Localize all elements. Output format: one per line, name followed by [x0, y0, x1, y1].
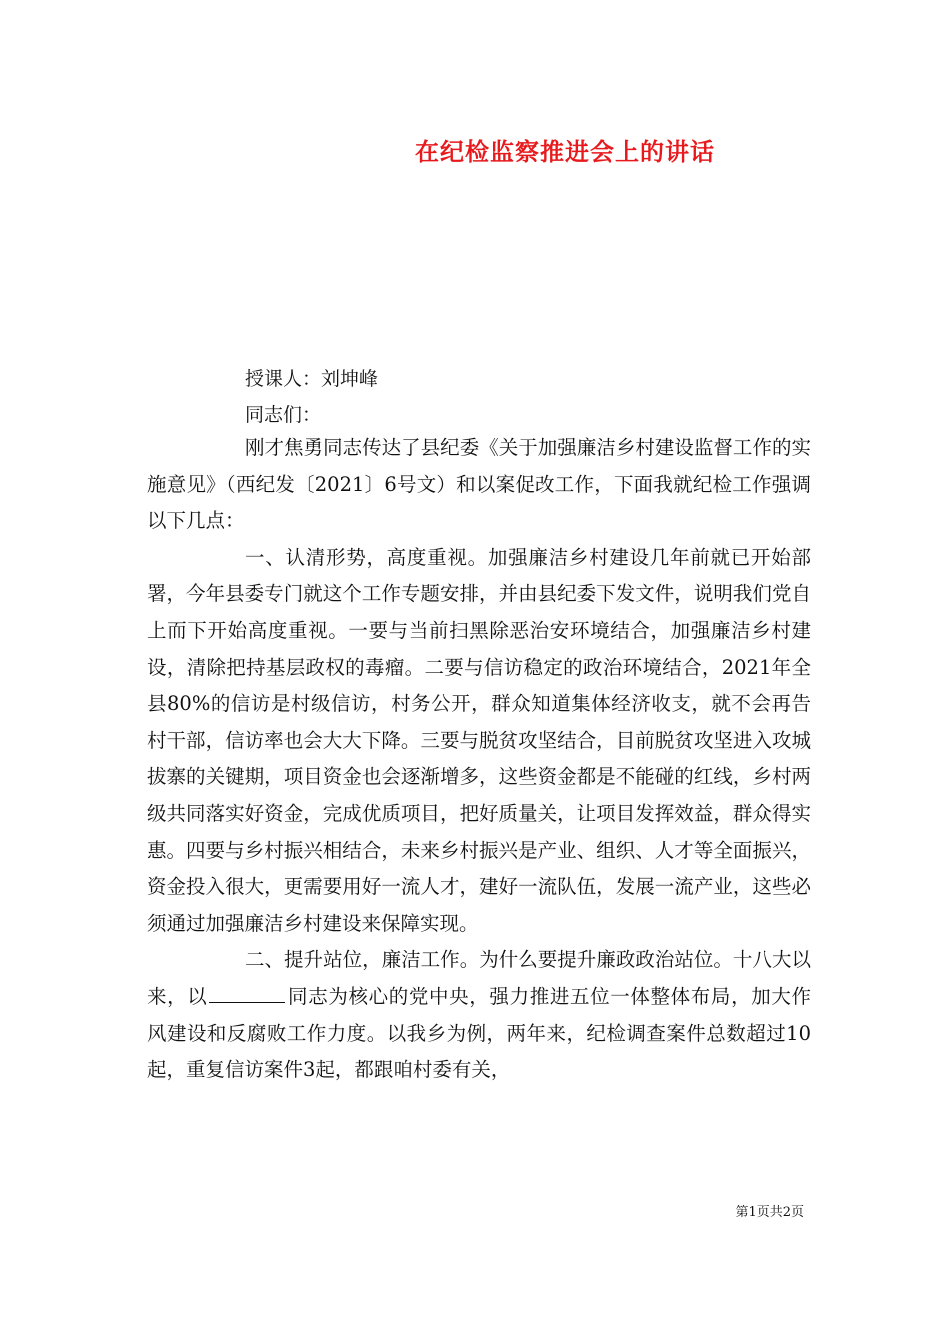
- page-indicator: 第1页共2页: [735, 1205, 804, 1220]
- lecturer-line: 授课人：刘坤峰: [245, 368, 379, 390]
- paragraph-intro: 刚才焦勇同志传达了县纪委《关于加强廉洁乡村建设监督工作的实施意见》（西纪发〔2021〕6号文）和以案促改工作，下面我就纪检工作强调以下几点：: [147, 436, 811, 533]
- salutation: 同志们：: [245, 404, 322, 426]
- paragraph-section-two-end: 同志为核心的党中央，强力推进五位一体整体布局，加大作风建设和反腐败工作力度。以我乡为例，两年来，纪检调查案件总数超过10起，重复信访案件3起，都跟咱村委有关，: [147, 984, 811, 1082]
- paragraph-section-two: [147, 942, 811, 1088]
- body-text: [147, 430, 811, 1089]
- paragraph-section-two-start: 二、提升站位，廉洁工作。为什么要提升廉政政治站位。十八大以来，以: [147, 948, 811, 1008]
- paragraph-section-one: 一、认清形势，高度重视。加强廉洁乡村建设几年前就已开始部署，今年县委专门就这个工作专题安排，并由县纪委下发文件，说明我们党自上而下开始高度重视。一要与当前扫黑除恶治安环境结合，加强廉洁乡村建设，清除把持基层政权的毒瘤。二要与信访稳定的政治环境结合，2021年全县80%的信访是村级信访，村务公开，群众知道集体经济收支，就不会再告村干部，信访率也会大大下降。三要与脱贫攻坚结合，目前脱贫攻坚进入攻城拔寨的关键期，项目资金也会逐渐增多，这些资金都是不能碰的红线，乡村两级共同落实好资金，完成优质项目，把好质量关，让项目发挥效益，群众得实惠。四要与乡村振兴相结合，未来乡村振兴是产业、组织、人才等全面振兴，资金投入很大，更需要用好一流人才，建好一流队伍，发展一流产业，这些必须通过加强廉洁乡村建设来保障实现。: [147, 545, 811, 935]
- document-title: 在纪检监察推进会上的讲话: [415, 137, 715, 166]
- fill-in-blank: [209, 984, 285, 1003]
